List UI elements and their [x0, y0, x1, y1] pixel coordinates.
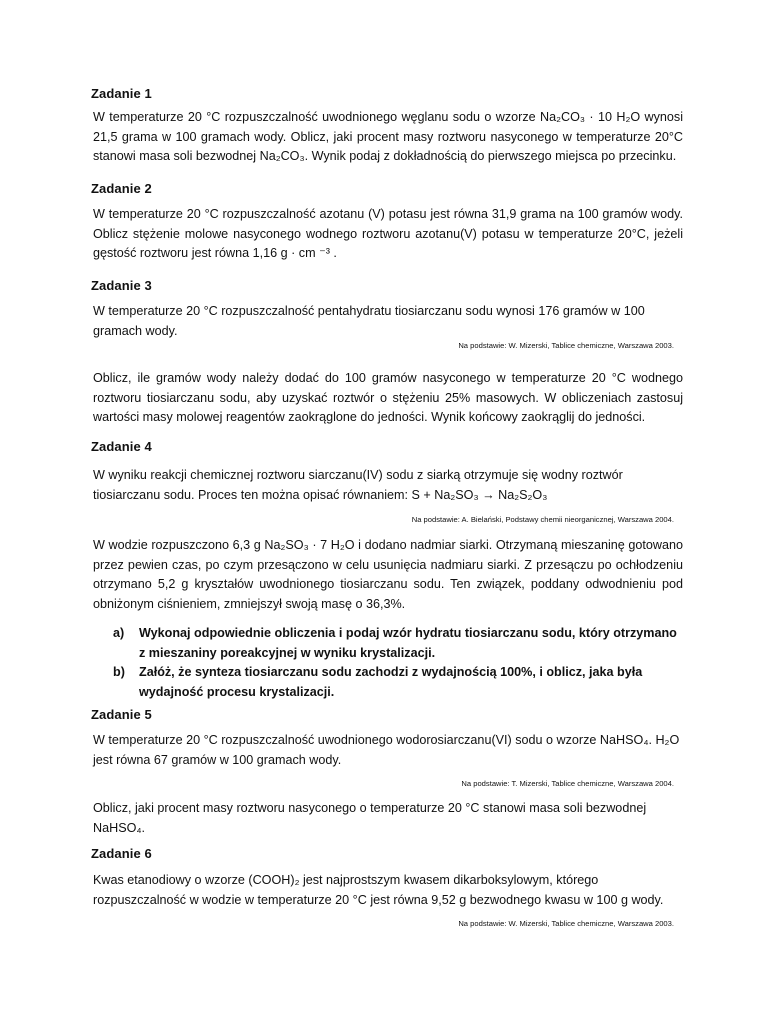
- task-4-paragraph-2: W wodzie rozpuszczono 6,3 g Na₂SO₃ · 7 H₂O i dodano nadmiar siarki. Otrzymaną mieszaninę gotowano przez pewien czas, po czym przesączono w celu usunięcia nadmiaru siarki. Z przesączu po ochłodzeniu otrzymano 5,2 g kryształów uwodnionego tiosiarczanu sodu. Ten związek, poddany odwodnieniu pod obniżonym ciśnieniem, zmniejszył swoją masę o 36,3%.: [93, 538, 683, 611]
- task-1-heading: Zadanie 1: [91, 86, 152, 101]
- task-4-subtask-a: [113, 624, 683, 663]
- task-5-source: Na podstawie: T. Mizerski, Tablice chemiczne, Warszawa 2004.: [461, 779, 674, 788]
- task-3-heading: Zadanie 3: [91, 278, 152, 293]
- task-4-subtask-b: [113, 663, 683, 702]
- task-4-heading: Zadanie 4: [91, 439, 152, 454]
- task-4-source: Na podstawie: A. Bielański, Podstawy chemii nieorganicznej, Warszawa 2004.: [411, 515, 674, 524]
- subtask-a-text: Wykonaj odpowiednie obliczenia i podaj wzór hydratu tiosiarczanu sodu, który otrzymano z mieszaniny poreakcyjnej w wyniku krystalizacji.: [139, 626, 677, 660]
- task-5-paragraph-1: W temperaturze 20 °C rozpuszczalność uwodnionego wodorosiarczanu(VI) sodu o wzorze NaHSO₄. H₂O jest równa 67 gramów w 100 gramach wody.: [93, 733, 680, 767]
- task-2-heading: Zadanie 2: [91, 181, 152, 196]
- task-6-paragraph: Kwas etanodiowy o wzorze (COOH)₂ jest najprostszym kwasem dikarboksylowym, którego rozpuszczalność w wodzie w temperaturze 20 °C jest równa 9,52 g bezwodnego kwasu w 100 g wody.: [93, 873, 664, 907]
- task-5-paragraph-2: Oblicz, jaki procent masy roztworu nasyconego o temperaturze 20 °C stanowi masa soli bezwodnej NaHSO₄.: [93, 801, 647, 835]
- task-2-paragraph: W temperaturze 20 °C rozpuszczalność azotanu (V) potasu jest równa 31,9 grama na 100 gramów wody. Oblicz stężenie molowe nasyconego wodnego roztworu azotanu(V) potasu w temperaturze 20°C, jeżeli gęstość roztworu jest równa 1,16 g · cm ⁻³ .: [93, 207, 683, 260]
- task-3-paragraph-2: Oblicz, ile gramów wody należy dodać do 100 gramów nasyconego w temperaturze 20 °C wodnego roztworu tiosiarczanu sodu, aby uzyskać roztwór o stężeniu 25% masowych. W obliczeniach zastosuj wartości masy molowej reagentów zaokrąglone do jedności. Wynik końcowy zaokrąglij do jedności.: [93, 371, 683, 424]
- task-6-source: Na podstawie: W. Mizerski, Tablice chemiczne, Warszawa 2003.: [458, 919, 674, 928]
- task-5-heading: Zadanie 5: [91, 707, 152, 722]
- subtask-a-marker: a): [113, 626, 125, 640]
- task-4-paragraph-1: W wyniku reakcji chemicznej roztworu siarczanu(IV) sodu z siarką otrzymuje się wodny roztwór tiosiarczanu sodu. Proces ten można opisać równaniem: S + Na₂SO₃ → Na₂S₂O₃: [93, 468, 623, 502]
- task-4-subtask-list: [113, 624, 683, 702]
- task-1-paragraph: W temperaturze 20 °C rozpuszczalność uwodnionego węglanu sodu o wzorze Na₂CO₃ · 10 H₂O wynosi 21,5 grama w 100 gramach wody. Oblicz, jaki procent masy roztworu nasyconego w temperaturze 20°C stanowi masa soli bezwodnej Na₂CO₃. Wynik podaj z dokładnością do pierwszego miejsca po przecinku.: [93, 110, 683, 163]
- task-6-heading: Zadanie 6: [91, 846, 152, 861]
- subtask-b-marker: b): [113, 665, 125, 679]
- subtask-b-text: Załóż, że synteza tiosiarczanu sodu zachodzi z wydajnością 100%, i oblicz, jaka była wydajność procesu krystalizacji.: [139, 665, 643, 699]
- task-3-source: Na podstawie: W. Mizerski, Tablice chemiczne, Warszawa 2003.: [458, 341, 674, 350]
- task-3-paragraph-1: W temperaturze 20 °C rozpuszczalność pentahydratu tiosiarczanu sodu wynosi 176 gramów w 100 gramach wody.: [93, 304, 645, 338]
